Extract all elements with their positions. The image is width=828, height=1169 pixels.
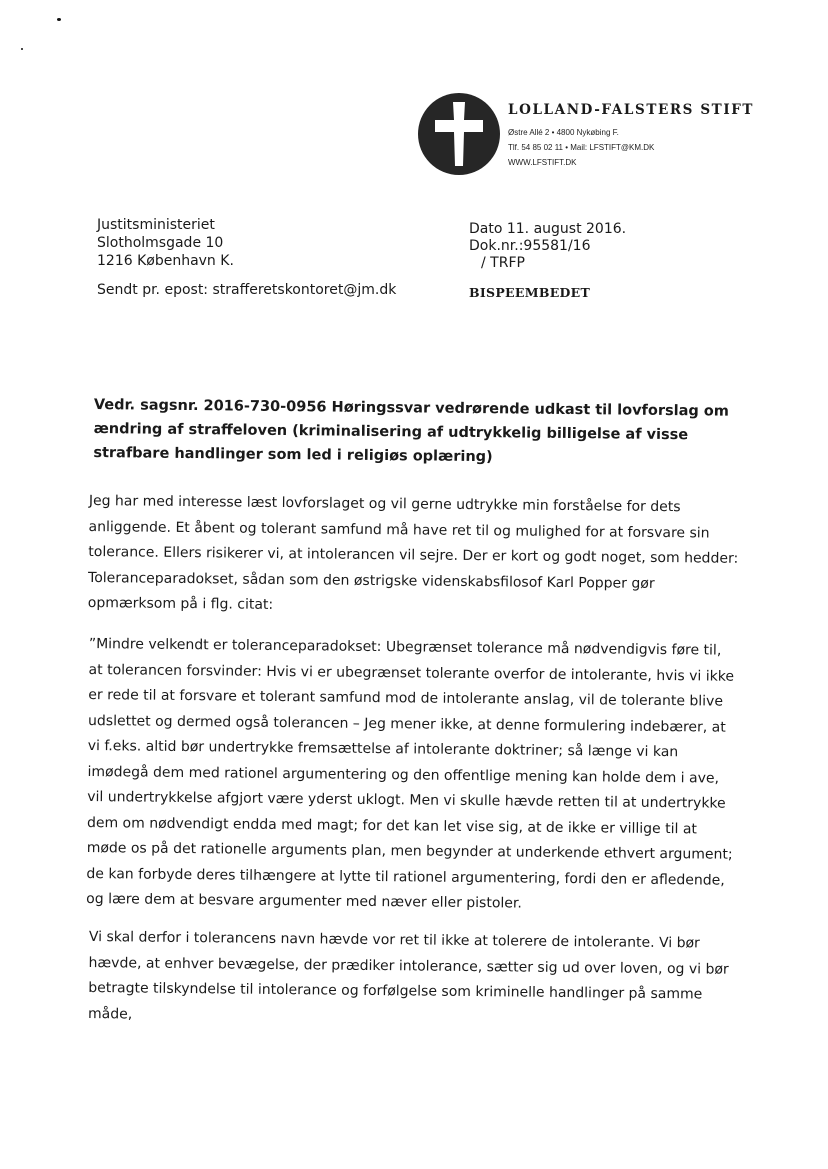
date: Dato 11. august 2016. [469, 221, 627, 237]
document-number: Dok.nr.:95581/16 [469, 238, 591, 254]
letterhead [508, 102, 808, 167]
cross-logo-icon [417, 92, 501, 176]
scan-speck [21, 48, 23, 50]
recipient-line: 1216 København K. [97, 253, 234, 269]
recipient-line: Slotholmsgade 10 [97, 235, 224, 251]
recipient-address [97, 216, 234, 270]
recipient-line: Justitsministeriet [97, 217, 215, 233]
body-paragraph: Vi skal derfor i tolerancens navn hævde vor ret til ikke at tolerere de intolerante. Vi bør hævde, at enhver bevægelse, der prædiker intolerance, sætter sig ud over loven, og vi bør betragte tilskyndelse til intolerance og forfølgelse som kriminelle handlinger på samme måde, [87, 928, 729, 1022]
sent-by-email-line: Sendt pr. epost: strafferetskontoret@jm.dk [97, 282, 397, 298]
reference: / TRFP [481, 255, 525, 271]
subject-heading: Vedr. sagsnr. 2016-730-0956 Høringssvar vedrørende udkast til lovforslag om ændring af straffeloven (kriminalisering af udtrykkelig billigelse af visse strafbare handlinger som led i religiøs oplæring) [93, 396, 729, 466]
body-paragraph: Jeg har med interesse læst lovforslaget og vil gerne udtrykke min forståelse for dets anliggende. Et åbent og tolerant samfund må have ret til og mulighed for at forsvare sin tolerance. Ellers risikerer vi, at intolerancen vil sejre. Der er kort og godt noget, som hedder: Toleranceparadokset, sådan som den østrigske videnskabsfilosof Karl Popper gør opmærksom på i flg. citat: [87, 492, 739, 613]
office-name: BISPEEMBEDET [469, 285, 591, 300]
scan-speck [57, 18, 61, 21]
document-meta [469, 221, 626, 272]
letterhead-name: LOLLAND-FALSTERS STIFT [508, 102, 755, 118]
letterhead-web: WWW.LFSTIFT.DK [508, 158, 577, 167]
quote-paragraph: ”Mindre velkendt er toleranceparadokset: Ubegrænset tolerance må nødvendigvis føre til, at tolerancen forsvinder: Hvis vi er ubegrænset tolerante overfor de intolerante, hvis vi ikke er rede til at forsvare et tolerant samfund mod de intolerante anslag, vil de tolerante blive udslettet og dermed også tolerancen – Jeg mener ikke, at denne formulering indebærer, at vi f.eks. altid bør undertrykke fremsættelse af intolerante doktriner; så længe vi kan imødegå dem med rationel argumentering og den offentlige mening kan holde dem i ave, vil undertrykkelse afgjort være yderst uklogt. Men vi skulle hævde retten til at undertrykke dem om nødvendigt endda med magt; for det kan let vise sig, at de ikke er villige til at møde os på det rationelle arguments plan, men begynder at underkende ethvert argument; de kan forbyde deres tilhængere at lytte til rationel argumentering, fordi den er afledende, og lære dem at besvare argumenter med næver eller pistoler. [86, 635, 735, 912]
letterhead-address: Østre Allé 2 • 4800 Nykøbing F. [508, 128, 619, 137]
letterhead-contact: Tlf. 54 85 02 11 • Mail: LFSTIFT@KM.DK [508, 143, 655, 152]
